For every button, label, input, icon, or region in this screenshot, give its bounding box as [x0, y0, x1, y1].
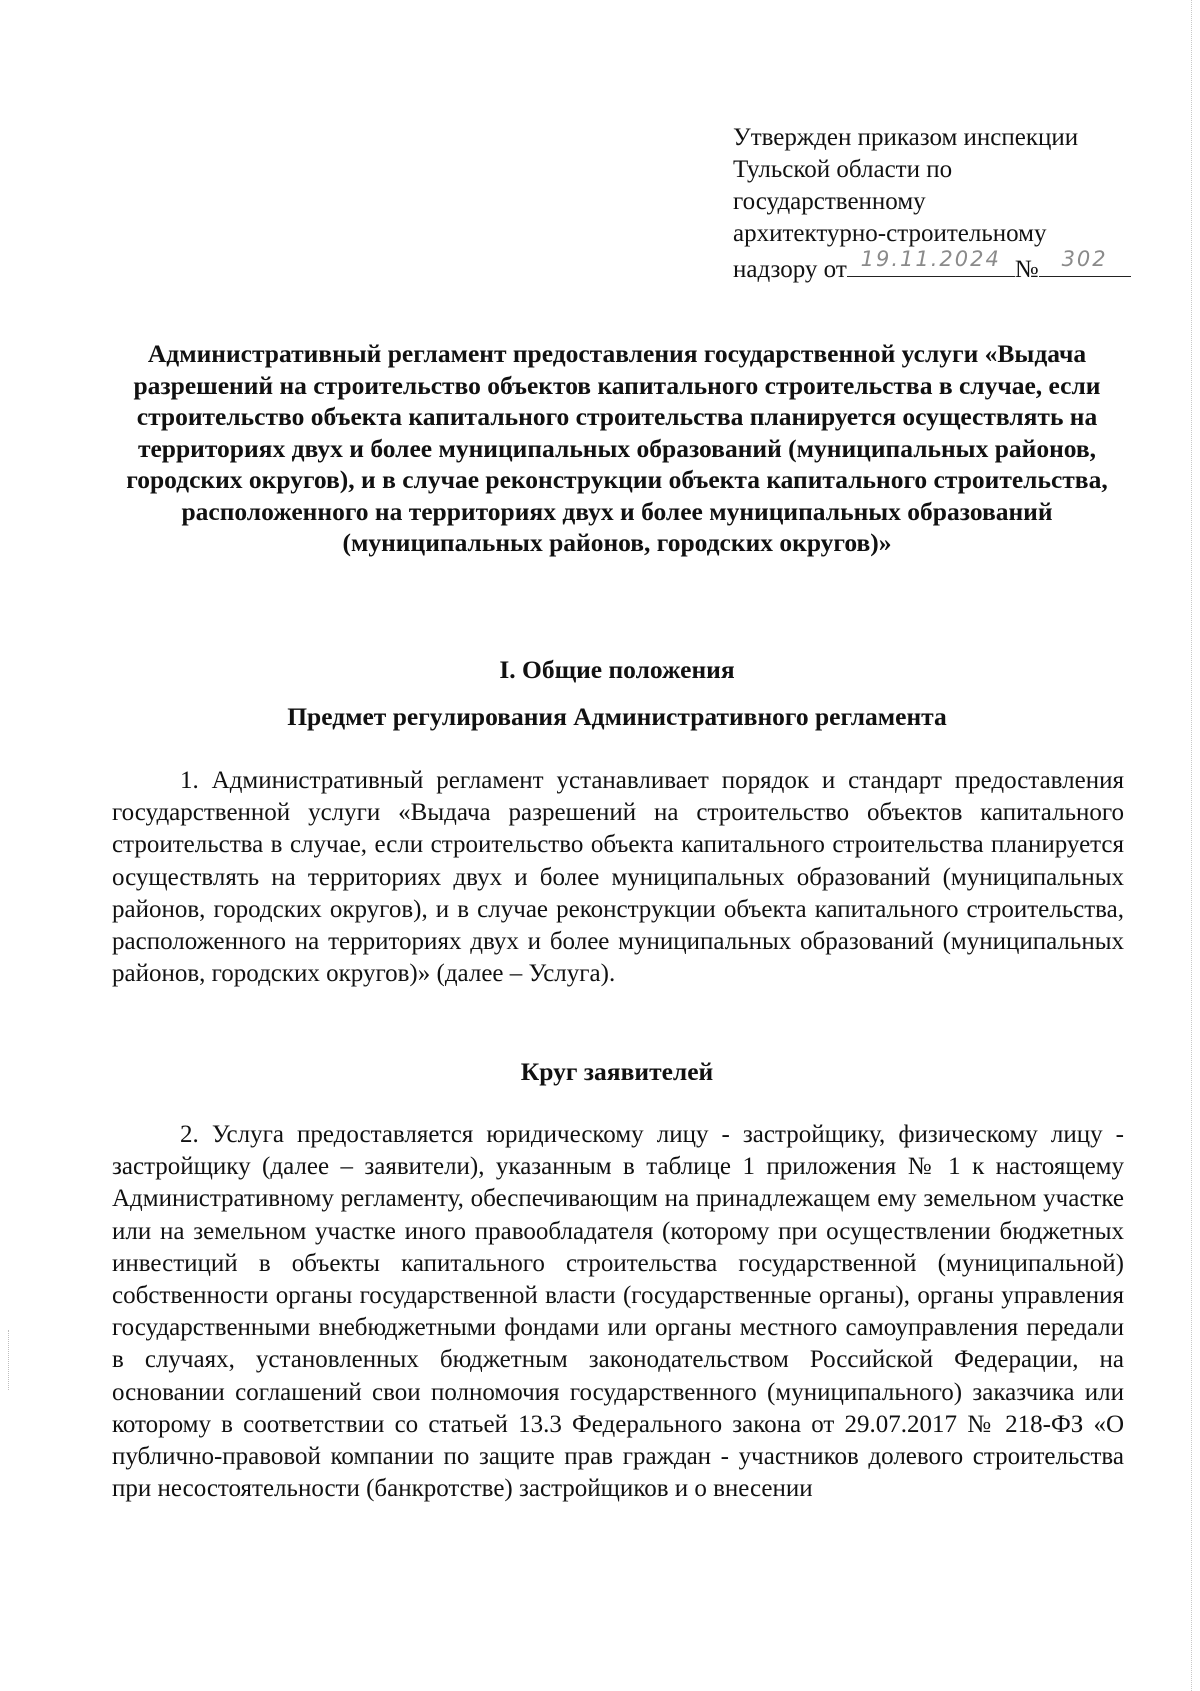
- handwritten-number: 302: [1061, 247, 1108, 271]
- scan-margin-mark: [8, 1330, 10, 1390]
- approval-line-1: Утвержден приказом инспекции: [733, 124, 1079, 151]
- handwritten-number-field: [1039, 247, 1131, 277]
- section-heading: I. Общие положения: [499, 655, 735, 684]
- number-sign: №: [1014, 256, 1039, 283]
- scan-edge-mark: [1190, 0, 1192, 1691]
- approval-line-2: Тульской области по: [733, 156, 953, 183]
- approval-stamp-block: [733, 122, 1133, 286]
- paragraph-1: 1. Административный регламент устанавливает порядок и стандарт предоставления государственной услуги «Выдача разрешений на строительство объектов капитального строительства в случае, если строительство объекта капитального строительства планируется осуществлять на территориях двух и более муниципальных образований (муниципальных районов, городских округов), и в случае реконструкции объекта капитального строительства, расположенного на территориях двух и более муниципальных образований (муниципальных районов, городских округов)» (далее – Услуга).: [112, 767, 1124, 988]
- subsection-heading-applicants: Круг заявителей: [520, 1057, 714, 1086]
- approval-line-5: [733, 247, 1133, 286]
- handwritten-date: 19.11.2024: [860, 247, 1001, 271]
- approval-line-4: архитектурно-строительному: [733, 220, 1047, 247]
- subsection-heading-subject: Предмет регулирования Административного регламента: [287, 702, 947, 731]
- paragraph-2: 2. Услуга предоставляется юридическому лицу - застройщику, физическому лицу - застройщику (далее – заявители), указанным в таблице 1 приложения № 1 к настоящему Административному регламенту, обеспечивающим на принадлежащем ему земельном участке или на земельном участке иного правообладателя (которому при осуществлении бюджетных инвестиций в объекты капитального строительства государственной (муниципальной) собственности органы государственной власти (государственные органы), органы управления государственными внебюджетными фондами или органы местного самоуправления передали в случаях, установленных бюджетным законодательством Российской Федерации, на основании соглашений свои полномочия государственного (муниципального) заказчика или которому в соответствии со статьей 13.3 Федерального закона от 29.07.2017 № 218-ФЗ «О публично-правовой компании по защите прав граждан - участников долевого строительства при несостоятельности (банкротстве) застройщиков и о внесении: [112, 1121, 1124, 1503]
- handwritten-date-field: [847, 247, 1015, 277]
- approval-line-3: государственному: [733, 188, 926, 215]
- document-title: Административный регламент предоставления государственной услуги «Выдача разрешений на строительство объектов капитального строительства в случае, если строительство объекта капитального строительства планируется осуществлять на территориях двух и более муниципальных образований (муниципальных районов, городских округов), и в случае реконструкции объекта капитального строительства, расположенного на территориях двух и более муниципальных образований (муниципальных районов, городских округов)»: [126, 339, 1108, 557]
- approval-date-prefix: надзору от: [733, 256, 847, 283]
